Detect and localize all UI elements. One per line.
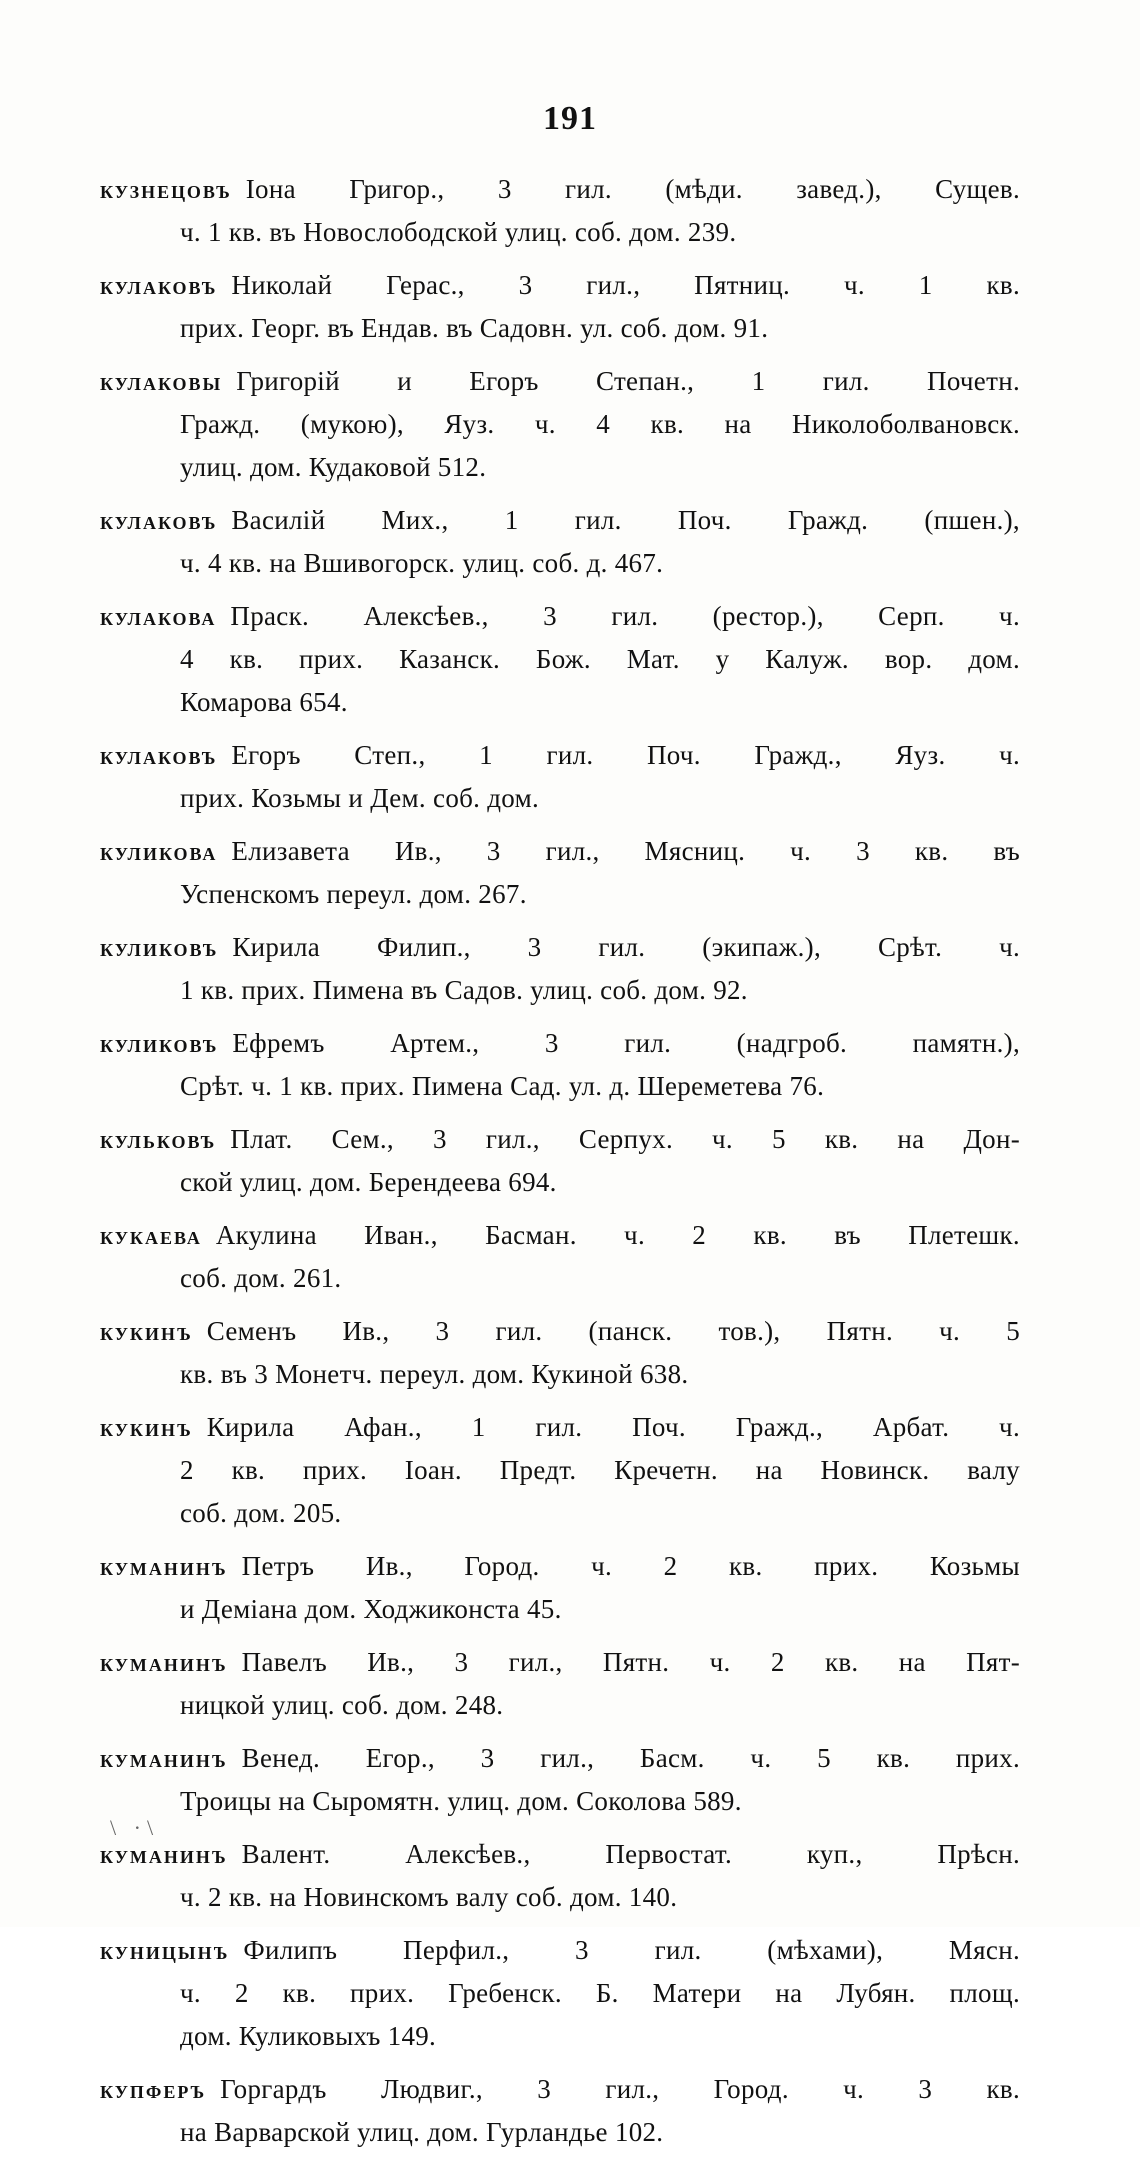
entry-surname: куликовъ xyxy=(100,1029,219,1058)
entry-first-line xyxy=(100,830,1020,873)
directory-entry xyxy=(100,1641,1020,1727)
directory-entry xyxy=(100,926,1020,1012)
entry-text: Валент. Алексѣев., Первостат. куп., Прѣсн. xyxy=(241,1839,1020,1869)
entry-text: прих. Георг. въ Ендав. въ Садовн. ул. соб. дом. 91. xyxy=(180,313,769,343)
entry-continuation-line xyxy=(100,1449,1020,1492)
entry-continuation-line xyxy=(100,1353,1020,1396)
directory-entry xyxy=(100,595,1020,724)
entry-text: Праск. Алексѣев., 3 гил. (рестор.), Серп. ч. xyxy=(230,601,1020,631)
entry-first-line xyxy=(100,595,1020,638)
entry-continuation-line xyxy=(100,1684,1020,1727)
entry-surname: кулаковы xyxy=(100,367,223,396)
entry-first-line xyxy=(100,1022,1020,1065)
entry-continuation-line xyxy=(100,1492,1020,1535)
entry-surname: куманинъ xyxy=(100,1840,228,1869)
entry-text: 4 кв. прих. Казанск. Бож. Мат. у Калуж. вор. дом. xyxy=(180,644,1020,674)
entry-continuation-line xyxy=(100,681,1020,724)
entry-first-line xyxy=(100,926,1020,969)
entry-text: 2 кв. прих. Іоан. Предт. Кречетн. на Новинск. валу xyxy=(180,1455,1020,1485)
entry-text: и Деміана дом. Ходжиконста 45. xyxy=(180,1594,562,1624)
entry-continuation-line xyxy=(100,777,1020,820)
entry-text: 1 кв. прих. Пимена въ Садов. улиц. соб. дом. 92. xyxy=(180,975,748,1005)
entry-surname: куманинъ xyxy=(100,1648,228,1677)
entry-text: кв. въ 3 Монетч. переул. дом. Кукиной 638. xyxy=(180,1359,689,1389)
directory-entry xyxy=(100,1118,1020,1204)
entry-continuation-line xyxy=(100,2111,1020,2154)
entry-continuation-line xyxy=(100,403,1020,446)
entry-text: Плат. Сем., 3 гил., Серпух. ч. 5 кв. на Дон- xyxy=(230,1124,1020,1154)
entry-continuation-line xyxy=(100,1161,1020,1204)
entry-text: ч. 4 кв. на Вшивогорск. улиц. соб. д. 467. xyxy=(180,548,664,578)
entry-text: Гражд. (мукою), Яуз. ч. 4 кв. на Николоболвановск. xyxy=(180,409,1020,439)
entry-text: на Варварской улиц. дом. Гурландье 102. xyxy=(180,2117,664,2147)
directory-entry xyxy=(100,1545,1020,1631)
directory-entry xyxy=(100,1833,1020,1919)
entry-first-line xyxy=(100,2068,1020,2111)
entry-continuation-line xyxy=(100,873,1020,916)
entry-text: ской улиц. дом. Берендеева 694. xyxy=(180,1167,557,1197)
entry-first-line xyxy=(100,1118,1020,1161)
entry-text: Николай Герас., 3 гил., Пятниц. ч. 1 кв. xyxy=(231,270,1020,300)
entry-surname: кульковъ xyxy=(100,1125,217,1154)
entry-text: ч. 1 кв. въ Новослободской улиц. соб. дом. 239. xyxy=(180,217,737,247)
entry-text: Акулина Иван., Басман. ч. 2 кв. въ Плетешк. xyxy=(215,1220,1020,1250)
entry-text: соб. дом. 261. xyxy=(180,1263,342,1293)
entry-text: Венед. Егор., 3 гил., Басм. ч. 5 кв. прих. xyxy=(241,1743,1020,1773)
entry-text: соб. дом. 205. xyxy=(180,1498,342,1528)
entry-first-line xyxy=(100,1310,1020,1353)
directory-entry xyxy=(100,168,1020,254)
entry-text: Срѣт. ч. 1 кв. прих. Пимена Сад. ул. д. Шереметева 76. xyxy=(180,1071,825,1101)
entry-first-line xyxy=(100,1833,1020,1876)
entry-text: Ефремъ Артем., 3 гил. (надгроб. памятн.), xyxy=(232,1028,1020,1058)
entry-surname: кукаева xyxy=(100,1221,202,1250)
entry-continuation-line xyxy=(100,969,1020,1012)
directory-entry xyxy=(100,1022,1020,1108)
directory-entry xyxy=(100,360,1020,489)
entry-continuation-line xyxy=(100,2015,1020,2058)
entry-continuation-line xyxy=(100,1972,1020,2015)
entry-text: прих. Козьмы и Дем. соб. дом. xyxy=(180,783,540,813)
directory-entry xyxy=(100,830,1020,916)
entry-first-line xyxy=(100,264,1020,307)
entry-text: ницкой улиц. соб. дом. 248. xyxy=(180,1690,504,1720)
entry-continuation-line xyxy=(100,1876,1020,1919)
entry-text: Павелъ Ив., 3 гил., Пятн. ч. 2 кв. на Пят- xyxy=(241,1647,1020,1677)
entry-surname: купферъ xyxy=(100,2075,207,2104)
directory-entry xyxy=(100,1737,1020,1823)
entry-continuation-line xyxy=(100,211,1020,254)
entry-text: Кирила Афан., 1 гил. Поч. Гражд., Арбат. ч. xyxy=(206,1412,1020,1442)
entry-text: ч. 2 кв. прих. Гребенск. Б. Матери на Лубян. площ. xyxy=(180,1978,1020,2008)
directory-entries xyxy=(100,168,1020,2164)
entry-surname: куликовъ xyxy=(100,933,219,962)
entry-text: дом. Куликовыхъ 149. xyxy=(180,2021,437,2051)
entry-first-line xyxy=(100,499,1020,542)
entry-first-line xyxy=(100,1406,1020,1449)
entry-text: Успенскомъ переул. дом. 267. xyxy=(180,879,527,909)
entry-surname: куликова xyxy=(100,837,218,866)
entry-continuation-line xyxy=(100,542,1020,585)
entry-first-line xyxy=(100,1929,1020,1972)
entry-text: Елизавета Ив., 3 гил., Мясниц. ч. 3 кв. въ xyxy=(231,836,1020,866)
directory-entry xyxy=(100,1929,1020,2058)
directory-entry xyxy=(100,1310,1020,1396)
directory-entry xyxy=(100,1406,1020,1535)
print-marks: \ ·\ xyxy=(110,1815,160,1840)
entry-continuation-line xyxy=(100,307,1020,350)
entry-first-line xyxy=(100,1737,1020,1780)
entry-surname: куницынъ xyxy=(100,1936,230,1965)
entry-surname: кукинъ xyxy=(100,1413,193,1442)
entry-continuation-line xyxy=(100,1588,1020,1631)
entry-text: Семенъ Ив., 3 гил. (панск. тов.), Пятн. ч. 5 xyxy=(206,1316,1020,1346)
entry-first-line xyxy=(100,1545,1020,1588)
directory-entry xyxy=(100,264,1020,350)
entry-text: Григорій и Егоръ Степан., 1 гил. Почетн. xyxy=(236,366,1020,396)
page-number: 191 xyxy=(543,100,597,137)
entry-surname: куманинъ xyxy=(100,1552,228,1581)
entry-first-line xyxy=(100,1214,1020,1257)
entry-continuation-line xyxy=(100,446,1020,489)
entry-first-line xyxy=(100,734,1020,777)
entry-text: Филипъ Перфил., 3 гил. (мѣхами), Мясн. xyxy=(243,1935,1020,1965)
entry-text: Горгардъ Людвиг., 3 гил., Город. ч. 3 кв. xyxy=(220,2074,1020,2104)
entry-continuation-line xyxy=(100,1257,1020,1300)
entry-surname: кукинъ xyxy=(100,1317,193,1346)
entry-text: улиц. дом. Кудаковой 512. xyxy=(180,452,487,482)
directory-entry xyxy=(100,734,1020,820)
entry-surname: куманинъ xyxy=(100,1744,228,1773)
directory-entry xyxy=(100,2068,1020,2154)
entry-text: Троицы на Сыромятн. улиц. дом. Соколова 589. xyxy=(180,1786,742,1816)
entry-first-line xyxy=(100,1641,1020,1684)
entry-first-line xyxy=(100,360,1020,403)
entry-text: ч. 2 кв. на Новинскомъ валу соб. дом. 140. xyxy=(180,1882,678,1912)
entry-continuation-line xyxy=(100,1065,1020,1108)
entry-continuation-line xyxy=(100,638,1020,681)
entry-continuation-line xyxy=(100,1780,1020,1823)
directory-entry xyxy=(100,499,1020,585)
entry-text: Василій Мих., 1 гил. Поч. Гражд. (пшен.), xyxy=(231,505,1020,535)
entry-surname: кулаковъ xyxy=(100,506,218,535)
directory-entry xyxy=(100,1214,1020,1300)
entry-surname: кулаковъ xyxy=(100,271,218,300)
entry-first-line xyxy=(100,168,1020,211)
entry-text: Петръ Ив., Город. ч. 2 кв. прих. Козьмы xyxy=(241,1551,1020,1581)
entry-surname: кулаковъ xyxy=(100,741,218,770)
entry-text: Комарова 654. xyxy=(180,687,348,717)
entry-surname: кулакова xyxy=(100,602,217,631)
entry-text: Іона Григор., 3 гил. (мѣди. завед.), Сущев. xyxy=(245,174,1020,204)
entry-text: Егоръ Степ., 1 гил. Поч. Гражд., Яуз. ч. xyxy=(231,740,1020,770)
entry-surname: кузнецовъ xyxy=(100,175,232,204)
entry-text: Кирила Филип., 3 гил. (экипаж.), Срѣт. ч. xyxy=(232,932,1020,962)
